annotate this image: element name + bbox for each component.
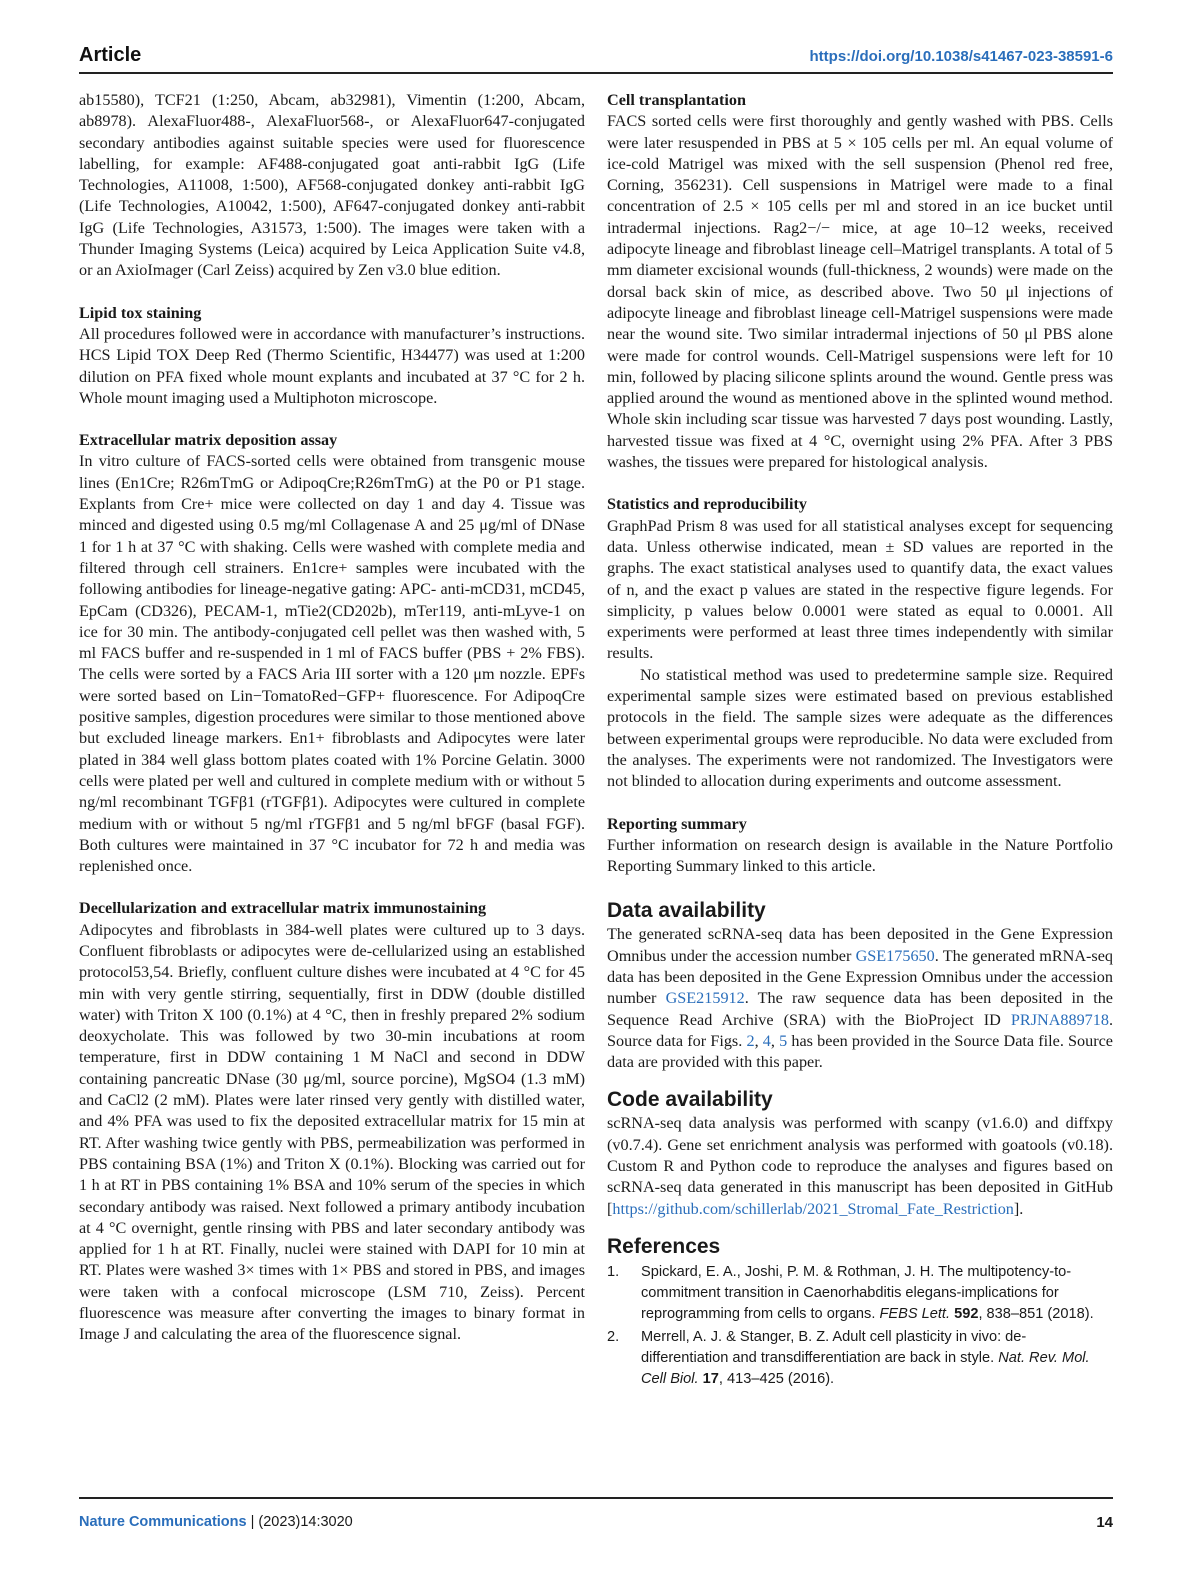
statistics-section	[607, 494, 1113, 792]
data-availability-section	[607, 898, 1113, 1073]
page-footer	[79, 1497, 1113, 1539]
decellularization-section	[79, 898, 585, 1345]
reference-list	[607, 1262, 1113, 1390]
citation-info: | (2023)14:3020	[246, 1514, 353, 1530]
section-paragraph: All procedures followed were in accordance with manufacturer’s instructions. HCS Lipid TOX Deep Red (Thermo Scientific, H34477) was used at 1:200 dilution on PFA fixed whole mount explants and incubated at 37 °C for 2 h. Whole mount imaging used a Multiphoton microscope.	[79, 324, 585, 407]
journal-name[interactable]: Nature Communications	[79, 1514, 247, 1530]
section-heading: Reporting summary	[607, 814, 747, 833]
page-number: 14	[1096, 1514, 1113, 1531]
section-paragraph: FACS sorted cells were first thoroughly and gently washed with PBS. Cells were later resuspended in PBS at 5 × 105 cells per ml. An equal volume of ice-cold Matrigel was mixed with the sell suspension (Phenol red free, Corning, 356231). Cell suspensions in Matrigel were made to a final concentration of 2.5 × 105 cells per ml and stored in an ice bucket until intradermal injections. Rag2−/− mice, at age 10–12 weeks, received adipocyte lineage and fibroblast lineage cell–Matrigel transplants. A total of 5 mm diameter excisional wounds (full-thickness, 2 wounds) were made on the dorsal back skin of mice, as described above. Two 50 μl injections of adipocyte lineage and fibroblast lineage cell-Matrigel suspensions were made near the wound site. Two similar intradermal injections of 50 μl PBS alone were made for control wounds. Cell-Matrigel suspensions were left for 10 min, followed by placing silicone splints around the wound. Gentle press was applied around the wound as mentioned above in the splinted wound method. Whole skin including scar tissue was harvested 7 days post wounding. Lastly, harvested tissue was fixed at 4 °C, overnight using 2% PFA. After 3 PBS washes, the tissues were prepared for histological analysis.	[607, 112, 1113, 472]
text-span: . The raw sequence data has been deposited in the Sequence Read Archive (SRA) with the BioProject ID	[607, 989, 1113, 1029]
section-paragraph: GraphPad Prism 8 was used for all statistical analyses except for sequencing data. Unless otherwise indicated, mean ± SD values are reported in the graphs. The exact statistical analyses used to quantify data, the exact values of n, and the exact p values are stated in the respective figure legends. For simplicity, p values below 0.0001 were stated as equal to 0.0001. All experiments were performed at least three times independently with similar results.	[607, 516, 1113, 663]
figure-link[interactable]: 2	[746, 1031, 755, 1050]
reference-text: Spickard, E. A., Joshi, P. M. & Rothman, J. H. The multipotency-to-commitment transition in Caenorhabditis elegans-implications for reprogramming from cells to organs.	[641, 1263, 1072, 1322]
footer-citation	[79, 1514, 353, 1530]
section-paragraph: No statistical method was used to predetermine sample size. Required experimental sample sizes were estimated based on previous established protocols in the field. The sample sizes were adequate as the differences between experimental groups were reproducible. No data were excluded from the analyses. The experiments were not randomized. The Investigators were not blinded to allocation during experiments and outcome assessment.	[607, 665, 1113, 791]
reference-pages: , 838–851 (2018).	[978, 1305, 1094, 1322]
reference-item	[607, 1262, 1113, 1325]
section-heading: Data availability	[607, 899, 766, 923]
text-span: scRNA-seq data analysis was performed with scanpy (v1.6.0) and diffxpy (v0.7.4). Gene set enrichment analysis was performed with goatools (v0.18). Custom R and Python code to reproduce the analyses and figures based on scRNA-seq data generated in this manuscript has been deposited in GitHub [	[607, 1114, 1113, 1218]
section-paragraph: Further information on research design is available in the Nature Portfolio Reporting Summary linked to this article.	[607, 835, 1113, 876]
reference-number: 1.	[607, 1263, 620, 1280]
cell-transplantation-section	[607, 90, 1113, 473]
figure-link[interactable]: 4	[762, 1031, 771, 1050]
left-column	[79, 90, 585, 1367]
figure-link[interactable]: 5	[779, 1031, 788, 1050]
section-paragraph	[607, 924, 1113, 1073]
reference-volume: 592	[954, 1305, 979, 1322]
reference-journal: FEBS Lett.	[879, 1305, 951, 1322]
text-span: has been provided in the Source Data file. Source data are provided with this paper.	[607, 1031, 1113, 1072]
antibody-paragraph: ab15580), TCF21 (1:250, Abcam, ab32981), Vimentin (1:200, Abcam, ab8978). AlexaFluor488-, AlexaFluor568-, or AlexaFluor647-conjugated secondary antibodies against suitable species were used for fluorescence labelling, for example: AF488-conjugated goat anti-rabbit IgG (Life Technologies, A11008, 1:500), AF568-conjugated donkey anti-rabbit IgG (Life Technologies, A10042, 1:500), AF647-conjugated donkey anti-rabbit IgG (Life Technologies, A31573, 1:500). The images were taken with a Thunder Imaging Systems (Leica) acquired by Leica Application Suite v4.8, or an AxioImager (Carl Zeiss) acquired by Zen v3.0 blue edition.	[79, 91, 585, 280]
reference-journal: Nat. Rev. Mol. Cell Biol.	[641, 1349, 1090, 1387]
section-heading: Lipid tox staining	[79, 303, 202, 322]
section-paragraph: In vitro culture of FACS-sorted cells were obtained from transgenic mouse lines (En1Cre; R26mTmG or AdipoqCre;R26mTmG) at the P0 or P1 stage. Explants from Cre+ mice were collected on day 1 and day 4. Tissue was minced and digested using 0.5 mg/ml Collagenase A and 25 μg/ml of DNase 1 for 1 h at 37 °C with shaking. Cells were washed with complete media and filtered through cell strainers. En1cre+ samples were incubated with the following antibodies for lineage-negative gating: APC- anti-mCD31, mCD45, EpCam (CD326), PECAM-1, mTie2(CD202b), mTer119, anti-mLyve-1 on ice for 30 min. The antibody-conjugated cell pellet was then washed with, 5 ml FACS buffer and re-suspended in 1 ml of FACS buffer (PBS + 2% FBS). The cells were sorted by a FACS Aria III sorter with a 120 μm nozzle. EPFs were sorted based on Lin−TomatoRed−GFP+ fluorescence. For AdipoqCre positive samples, digestion procedures were similar to those mentioned above but excluded lineage markers. En1+ fibroblasts and Adipocytes were later plated in 384 well glass bottom plates coated with 1% Porcine Gelatin. 3000 cells were plated per well and cultured in complete medium with or without 5 ng/ml recombinant TGFβ1 (rTGFβ1). Adipocytes were cultured in complete medium with or without 5 ng/ml rTGFβ1 and 5 ng/ml bFGF (basal FGF). Both cultures were maintained in 37 °C incubator for 72 h and media was replenished once.	[79, 452, 585, 876]
reference-number: 2.	[607, 1328, 620, 1345]
lipid-tox-section	[79, 303, 585, 409]
section-paragraph	[607, 1113, 1113, 1219]
reporting-summary-section	[607, 814, 1113, 878]
text-span: . Source data for Figs.	[607, 1010, 1113, 1050]
references-section	[607, 1234, 1113, 1390]
reference-text: Merrell, A. J. & Stanger, B. Z. Adult cell plasticity in vivo: de-differentiation and transdifferentiation are back in style.	[641, 1328, 1027, 1366]
section-heading: Code availability	[607, 1088, 773, 1112]
article-label: Article	[79, 44, 142, 66]
code-availability-section	[607, 1087, 1113, 1219]
geo-accession-link[interactable]: GSE175650	[855, 946, 935, 965]
github-link[interactable]: https://github.com/schillerlab/2021_Stromal_Fate_Restriction	[612, 1199, 1014, 1218]
section-heading: Cell transplantation	[607, 91, 746, 109]
text-span: ,	[770, 1031, 780, 1050]
text-span: The generated scRNA-seq data has been deposited in the Gene Expression Omnibus under the accession number	[607, 925, 1113, 965]
text-span: ,	[754, 1031, 763, 1050]
page-header	[79, 42, 1113, 74]
bioproject-link[interactable]: PRJNA889718	[1010, 1010, 1109, 1029]
reference-volume: 17	[702, 1370, 719, 1387]
text-span: . The generated mRNA-seq data has been deposited in the Gene Expression Omnibus under the accession number	[607, 946, 1113, 1008]
geo-accession-link[interactable]: GSE215912	[665, 989, 745, 1008]
section-heading: Extracellular matrix deposition assay	[79, 431, 338, 450]
right-column	[607, 90, 1113, 1411]
reference-item	[607, 1327, 1113, 1390]
reference-pages: , 413–425 (2016).	[718, 1370, 835, 1387]
section-paragraph: Adipocytes and fibroblasts in 384-well plates were cultured up to 3 days. Confluent fibroblasts or adipocytes were de-cellularized using an established protocol53,54. Briefly, confluent culture dishes were incubated at 4 °C for 45 min with very gentle stirring, sequentially, first in DDW (double distilled water) with Triton X 100 (0.1%) at 4 °C, then in freshly prepared 2% sodium deoxycholate. This was followed by two 30-min incubations at room temperature, first in DDW containing 1 M NaCl and second in DDW containing pancreatic DNase (30 μg/ml, source porcine), MgSO4 (1.3 mM) and CaCl2 (2 mM). Plates were later rinsed very gently with distilled water, and 4% PFA was used to fix the deposited extracellular matrix for 15 min at RT. After washing twice gently with PBS, permeabilization was performed in PBS containing BSA (1%) and Triton X (0.1%). Blocking was carried out for 1 h at RT in PBS containing 1% BSA and 10% serum of the species in which secondary antibody was raised. Next followed a primary antibody incubation at 4 °C overnight, gentle rinsing with PBS and later secondary antibody was applied for 1 h at RT. Finally, nuclei were stained with DAPI for 10 min at RT. Plates were washed 3× times with 1× PBS and stored in PBS, and images were taken with a confocal microscope (LSM 710, Zeiss). Percent fluorescence was measure after converting the images to binary format in Image J and calculating the area of the fluorescence signal.	[79, 920, 585, 1344]
text-span: ].	[1013, 1199, 1024, 1218]
antibody-continuation-section	[79, 90, 585, 282]
section-heading: Decellularization and extracellular matrix immunostaining	[79, 899, 487, 918]
section-heading: References	[607, 1234, 721, 1258]
section-heading: Statistics and reproducibility	[607, 495, 807, 514]
ecm-deposition-section	[79, 430, 585, 877]
doi-link[interactable]: https://doi.org/10.1038/s41467-023-38591-6	[809, 48, 1113, 65]
